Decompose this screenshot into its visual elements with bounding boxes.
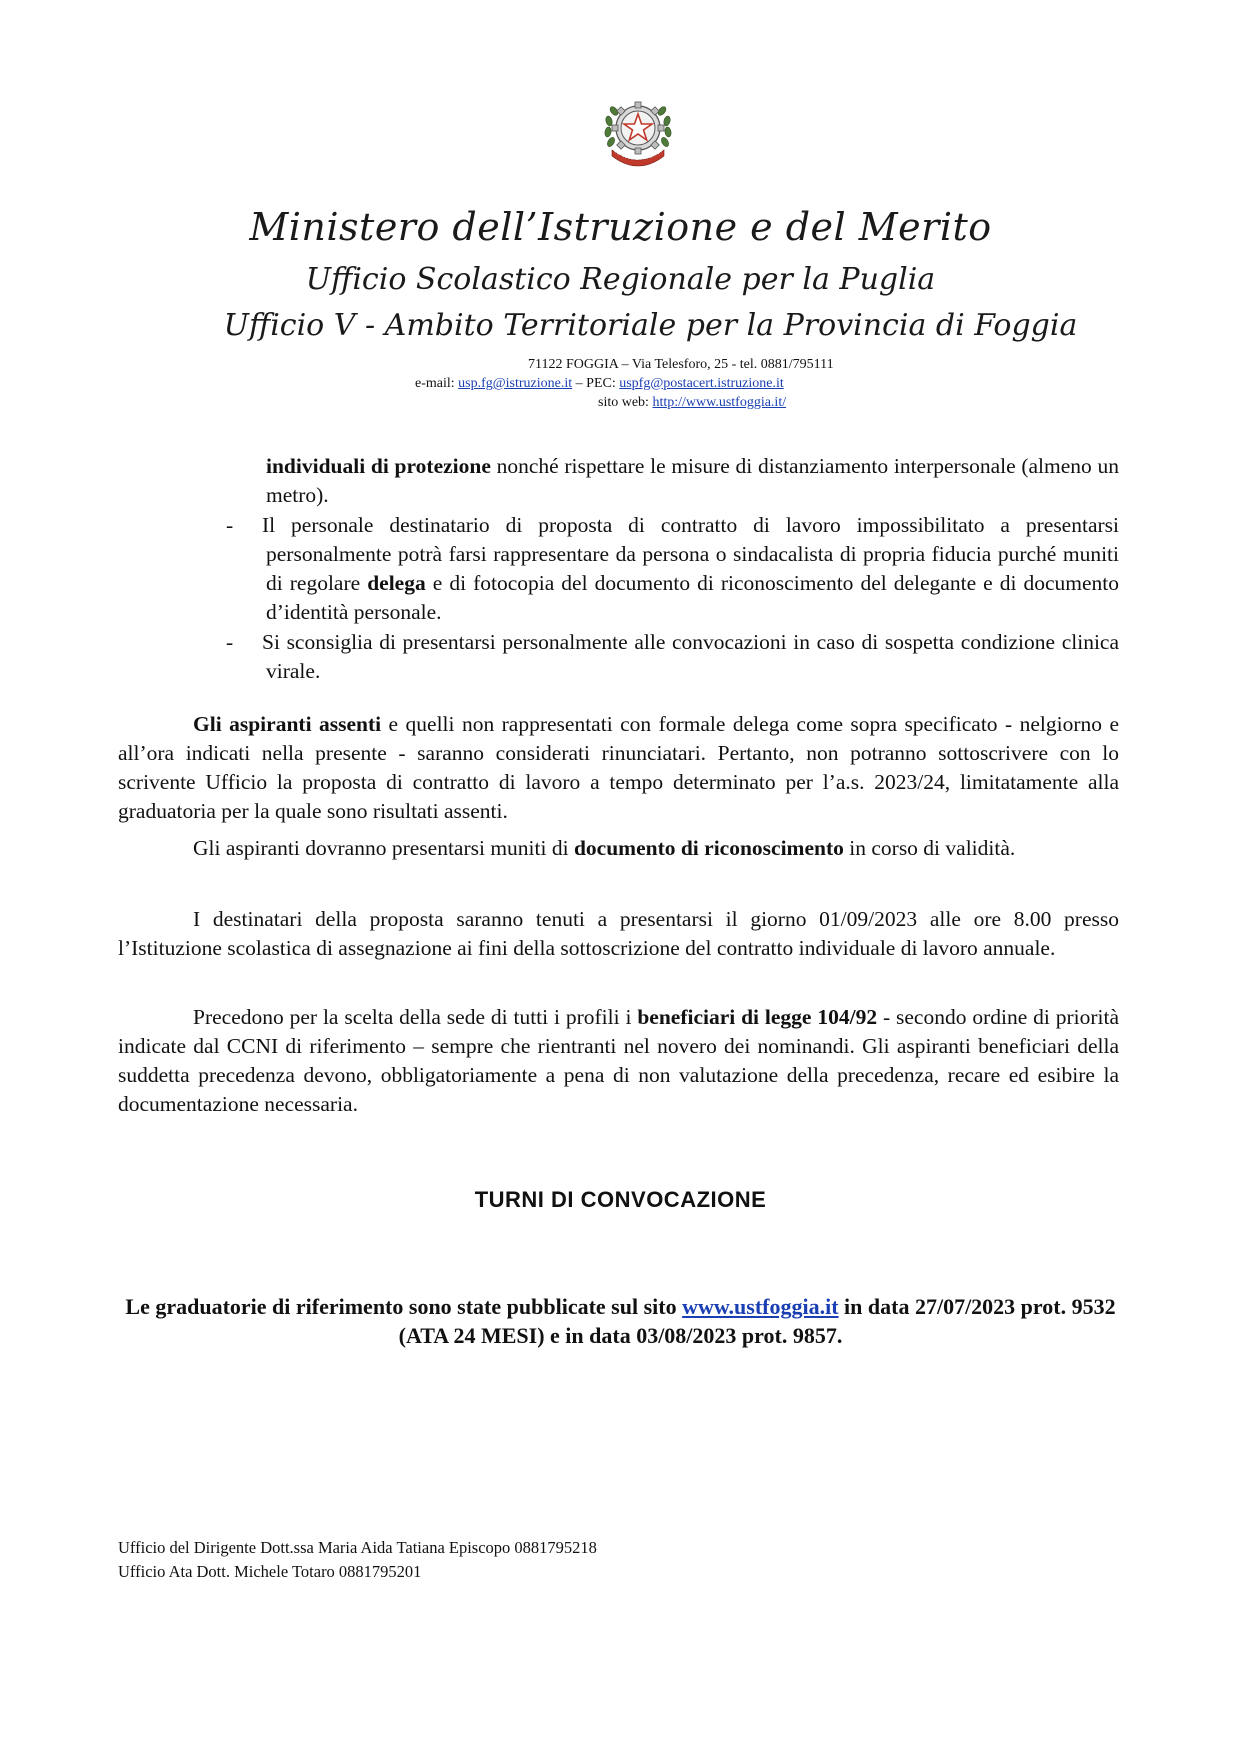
pec-link[interactable]: uspfg@postacert.istruzione.it <box>619 376 784 391</box>
email-link[interactable]: usp.fg@istruzione.it <box>458 376 573 391</box>
website-label: sito web: <box>598 395 653 410</box>
paragraph-priority <box>118 1003 1119 1119</box>
text-span: Gli aspiranti dovranno presentarsi muniti di <box>193 836 574 860</box>
pec-label: – PEC: <box>572 376 620 391</box>
bullet-continuation <box>266 452 1119 510</box>
footer-ata: Ufficio Ata Dott. Michele Totaro 0881795201 <box>118 1562 422 1581</box>
bold-phrase: beneficiari di legge 104/92 <box>637 1005 878 1029</box>
ustfoggia-link[interactable]: www.ustfoggia.it <box>682 1294 839 1319</box>
website-link[interactable]: http://www.ustfoggia.it/ <box>652 395 787 410</box>
text-span: Le graduatorie di riferimento sono state pubblicate sul sito <box>125 1294 683 1319</box>
text-span: in corso di validità. <box>843 836 1016 860</box>
paragraph-id-document <box>118 834 1119 863</box>
office-address: 71122 FOGGIA – Via Telesforo, 25 - tel. 0881/795111 <box>528 357 834 372</box>
text-span: nonché rispettare le misure di distanziamento interpersonale (almeno un metro). <box>266 454 1119 507</box>
bold-phrase: delega <box>367 571 426 595</box>
bold-phrase: Gli aspiranti assenti <box>193 712 382 736</box>
website-line <box>598 395 786 411</box>
list-item-text: Si sconsiglia di presentarsi personalmente alle convocazioni in caso di sospetta condizione clinica virale. <box>262 630 1119 683</box>
text-span: in data 27/07/2023 prot. 9532 (ATA 24 MESI) e in data 03/08/2023 prot. 9857. <box>398 1294 1116 1348</box>
section-title: TURNI DI CONVOCAZIONE <box>474 1187 767 1212</box>
text-span: e quelli non rappresentati con formale delega come sopra specificato - nelgiorno e all’ora indicati nella presente - saranno considerati rinunciatari. Pertanto, non potranno sottoscrivere con lo scrivente Ufficio la proposta di contratto di lavoro a tempo determinato per l’a.s. 2023/24, limitatamente alla graduatoria per la quale sono risultati assenti. <box>118 712 1119 823</box>
text-span: Il personale destinatario di proposta di contratto di lavoro impossibilitato a presentarsi personalmente potrà farsi rappresentare da persona o sindacalista di propria fiducia purché muniti di regolare <box>262 513 1119 595</box>
local-office-title: Ufficio V - Ambito Territoriale per la Provincia di Foggia <box>223 308 1078 343</box>
list-item <box>226 511 1119 627</box>
text-span: e di fotocopia del documento di riconoscimento del delegante e di documento d’identità personale. <box>266 571 1119 624</box>
graduatorie-notice <box>110 1292 1131 1350</box>
paragraph-contract-date: I destinatari della proposta saranno tenuti a presentarsi il giorno 01/09/2023 alle ore 8.00 presso l’Istituzione scolastica di assegnazione ai fini della sottoscrizione del contratto individuale di lavoro annuale. <box>118 907 1119 960</box>
bullet-dash: - <box>226 630 234 654</box>
bold-phrase: documento di riconoscimento <box>573 836 844 860</box>
paragraph-absent-candidates <box>118 710 1119 826</box>
bullet-dash: - <box>226 513 234 537</box>
regional-office-title: Ufficio Scolastico Regionale per la Puglia <box>305 262 936 297</box>
list-item-text <box>262 511 1119 627</box>
email-label: e-mail: <box>415 376 459 391</box>
republic-emblem-icon <box>598 90 678 170</box>
bold-phrase: individuali di protezione <box>266 454 491 478</box>
contact-line <box>415 376 784 392</box>
list-item <box>226 628 1119 686</box>
emblem-ribbon-text: REPUBBLICA ITALIANA <box>613 148 663 162</box>
ministry-title: Ministero dell’Istruzione e del Merito <box>249 205 992 249</box>
text-span: - secondo ordine di priorità indicate dal CCNI di riferimento – sempre che rientranti nel novero dei nominandi. Gli aspiranti beneficiari della suddetta precedenza devono, obbligatoriamente a pena di non valutazione della precedenza, recare ed esibire la documentazione necessaria. <box>118 1005 1119 1116</box>
text-span: Precedono per la scelta della sede di tutti i profili i <box>193 1005 638 1029</box>
footer-dirigente: Ufficio del Dirigente Dott.ssa Maria Aida Tatiana Episcopo 0881795218 <box>118 1538 597 1557</box>
